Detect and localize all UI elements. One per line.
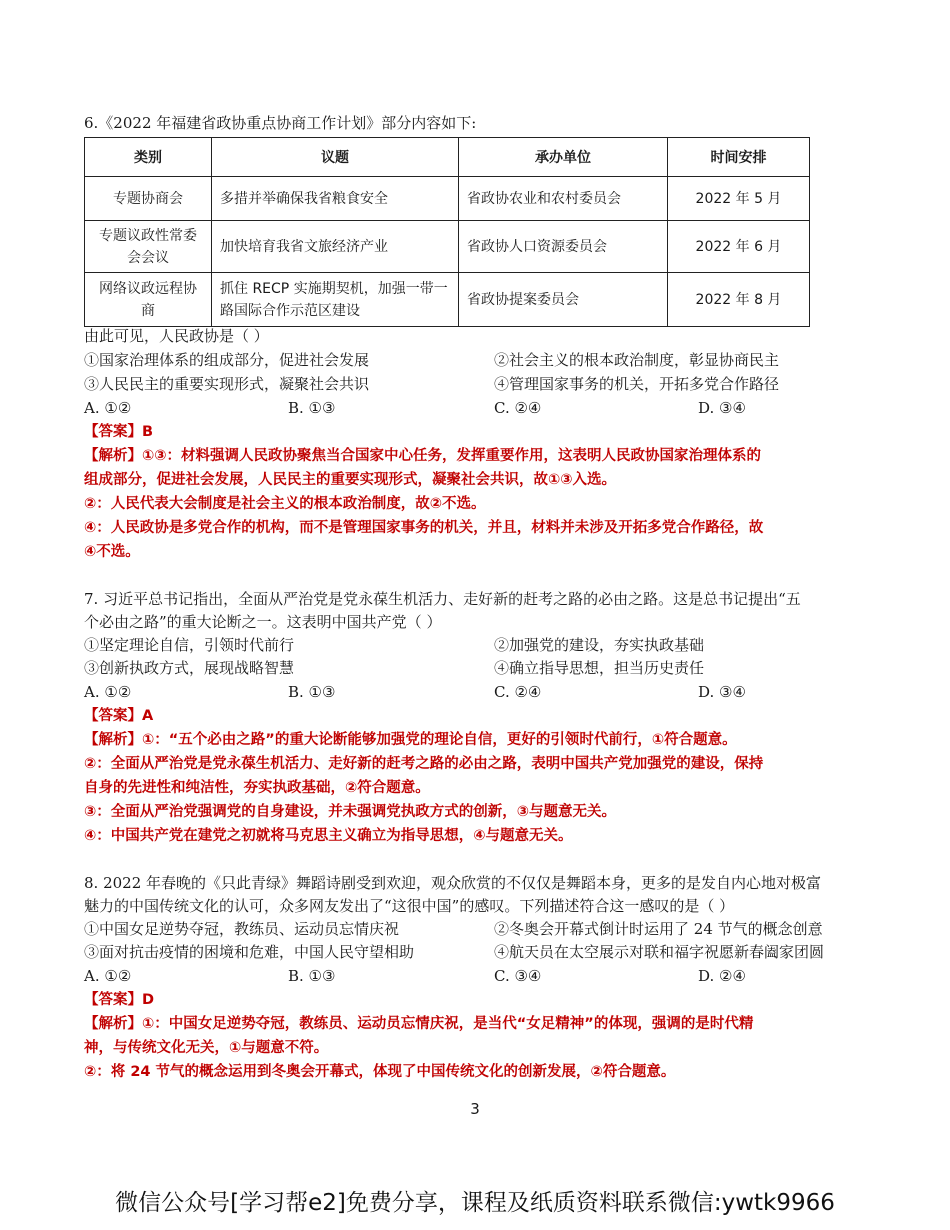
q7-stem-line: 7. 习近平总书记指出，全面从严治党是党永葆生机活力、走好新的赶考之路的必由之路。这是总书记提出“五: [84, 590, 801, 608]
q6-item-2: ②社会主义的根本政治制度，彰显协商民主: [494, 351, 780, 369]
q7-choice-a: A. ①②: [84, 683, 132, 701]
table-cell: 专题议政性常委会会议: [85, 221, 212, 273]
q7-analysis-line: ③：全面从严治党强调党的自身建设，并未强调党执政方式的创新，③与题意无关。: [84, 804, 617, 820]
q8-choice-a: A. ①②: [84, 967, 132, 985]
q6-analysis-line: ④不选。: [84, 544, 140, 560]
table-header-topic: 议题: [212, 138, 459, 177]
page-number: 3: [470, 1100, 480, 1118]
q7-answer: 【答案】A: [84, 708, 154, 724]
table-row: [85, 177, 810, 221]
table-cell: 网络议政远程协商: [85, 273, 212, 327]
table-cell: 2022 年 6 月: [668, 221, 810, 273]
table-cell: 加快培育我省文旅经济产业: [212, 221, 459, 273]
q6-stem: 6.《2022 年福建省政协重点协商工作计划》部分内容如下:: [84, 114, 477, 132]
q7-choice-d: D. ③④: [698, 683, 746, 701]
q8-answer: 【答案】D: [84, 992, 155, 1008]
q8-item-4: ④航天员在太空展示对联和福字祝愿新春阖家团圆: [494, 943, 825, 961]
table-cell: 省政协人口资源委员会: [459, 221, 668, 273]
q6-choice-c: C. ②④: [494, 399, 542, 417]
q7-choice-c: C. ②④: [494, 683, 542, 701]
q7-analysis-line: 自身的先进性和纯洁性，夯实执政基础，②符合题意。: [84, 780, 430, 796]
q8-item-2: ②冬奥会开幕式倒计时运用了 24 节气的概念创意: [494, 920, 823, 938]
q8-choice-c: C. ③④: [494, 967, 542, 985]
q6-analysis-line: 【解析】①③：材料强调人民政协聚焦当合国家中心任务，发挥重要作用，这表明人民政协国家治理体系的: [84, 448, 762, 464]
table-cell: 省政协提案委员会: [459, 273, 668, 327]
q8-stem-line: 魅力的中国传统文化的认可，众多网友发出了“这很中国”的感叹。下列描述符合这一感叹的是（ ）: [84, 897, 735, 915]
table-cell: 抓住 RECP 实施期契机，加强一带一路国际合作示范区建设: [212, 273, 459, 327]
q6-choice-b: B. ①③: [288, 399, 336, 417]
q8-choice-d: D. ②④: [698, 967, 746, 985]
q7-item-1: ①坚定理论自信，引领时代前行: [84, 636, 295, 654]
q8-item-1: ①中国女足逆势夺冠，教练员、运动员忘情庆祝: [84, 920, 400, 938]
q7-analysis-line: ②：全面从严治党是党永葆生机活力、走好新的赶考之路的必由之路，表明中国共产党加强党的建设，保持: [84, 756, 764, 772]
q6-plan-table: [84, 137, 810, 327]
q6-question: 由此可见，人民政协是（ ）: [84, 327, 269, 345]
table-cell: 2022 年 8 月: [668, 273, 810, 327]
footer-watermark: 微信公众号[学习帮e2]免费分享，课程及纸质资料联系微信:ywtk9966: [115, 1190, 835, 1216]
q6-item-3: ③人民民主的重要实现形式，凝聚社会共识: [84, 375, 370, 393]
q8-analysis-line: 【解析】①：中国女足逆势夺冠，教练员、运动员忘情庆祝，是当代“女足精神”的体现，强调的是时代精: [84, 1016, 754, 1032]
q8-choice-b: B. ①③: [288, 967, 336, 985]
table-header-unit: 承办单位: [459, 138, 668, 177]
table-cell: 专题协商会: [85, 177, 212, 221]
q7-analysis-line: ④：中国共产党在建党之初就将马克思主义确立为指导思想，④与题意无关。: [84, 828, 573, 844]
q8-stem-line: 8. 2022 年春晚的《只此青绿》舞蹈诗剧受到欢迎，观众欣赏的不仅仅是舞蹈本身，更多的是发自内心地对极富: [84, 874, 822, 892]
table-header-row: [85, 138, 810, 177]
q6-analysis-line: 组成部分，促进社会发展，人民民主的重要实现形式，凝聚社会共识，故①③入选。: [84, 472, 617, 488]
q7-choice-b: B. ①③: [288, 683, 336, 701]
table-cell: 2022 年 5 月: [668, 177, 810, 221]
q6-analysis-line: ②：人民代表大会制度是社会主义的根本政治制度，故②不选。: [84, 496, 486, 512]
table-row: [85, 221, 810, 273]
q8-analysis-line: ②：将 24 节气的概念运用到冬奥会开幕式，体现了中国传统文化的创新发展，②符合题意。: [84, 1064, 676, 1080]
q7-item-3: ③创新执政方式，展现战略智慧: [84, 659, 295, 677]
q8-analysis-line: 神，与传统文化无关，①与题意不符。: [84, 1040, 329, 1056]
q6-item-4: ④管理国家事务的机关，开拓多党合作路径: [494, 375, 780, 393]
q7-stem-line: 个必由之路”的重大论断之一。这表明中国共产党（ ）: [84, 613, 442, 631]
table-header-category: 类别: [85, 138, 212, 177]
table-cell: 省政协农业和农村委员会: [459, 177, 668, 221]
table-row: [85, 273, 810, 327]
q6-choice-a: A. ①②: [84, 399, 132, 417]
table-cell: 多措并举确保我省粮食安全: [212, 177, 459, 221]
q6-item-1: ①国家治理体系的组成部分，促进社会发展: [84, 351, 370, 369]
table-header-time: 时间安排: [668, 138, 810, 177]
q7-item-4: ④确立指导思想，担当历史责任: [494, 659, 705, 677]
q8-item-3: ③面对抗击疫情的困境和危难，中国人民守望相助: [84, 943, 415, 961]
q7-analysis-line: 【解析】①：“五个必由之路”的重大论断能够加强党的理论自信，更好的引领时代前行，①符合题意。: [84, 732, 737, 748]
q6-choice-d: D. ③④: [698, 399, 746, 417]
q6-analysis-line: ④：人民政协是多党合作的机构，而不是管理国家事务的机关，并且，材料并未涉及开拓多党合作路径，故: [84, 520, 764, 536]
q6-answer: 【答案】B: [84, 424, 154, 440]
q7-item-2: ②加强党的建设，夯实执政基础: [494, 636, 705, 654]
